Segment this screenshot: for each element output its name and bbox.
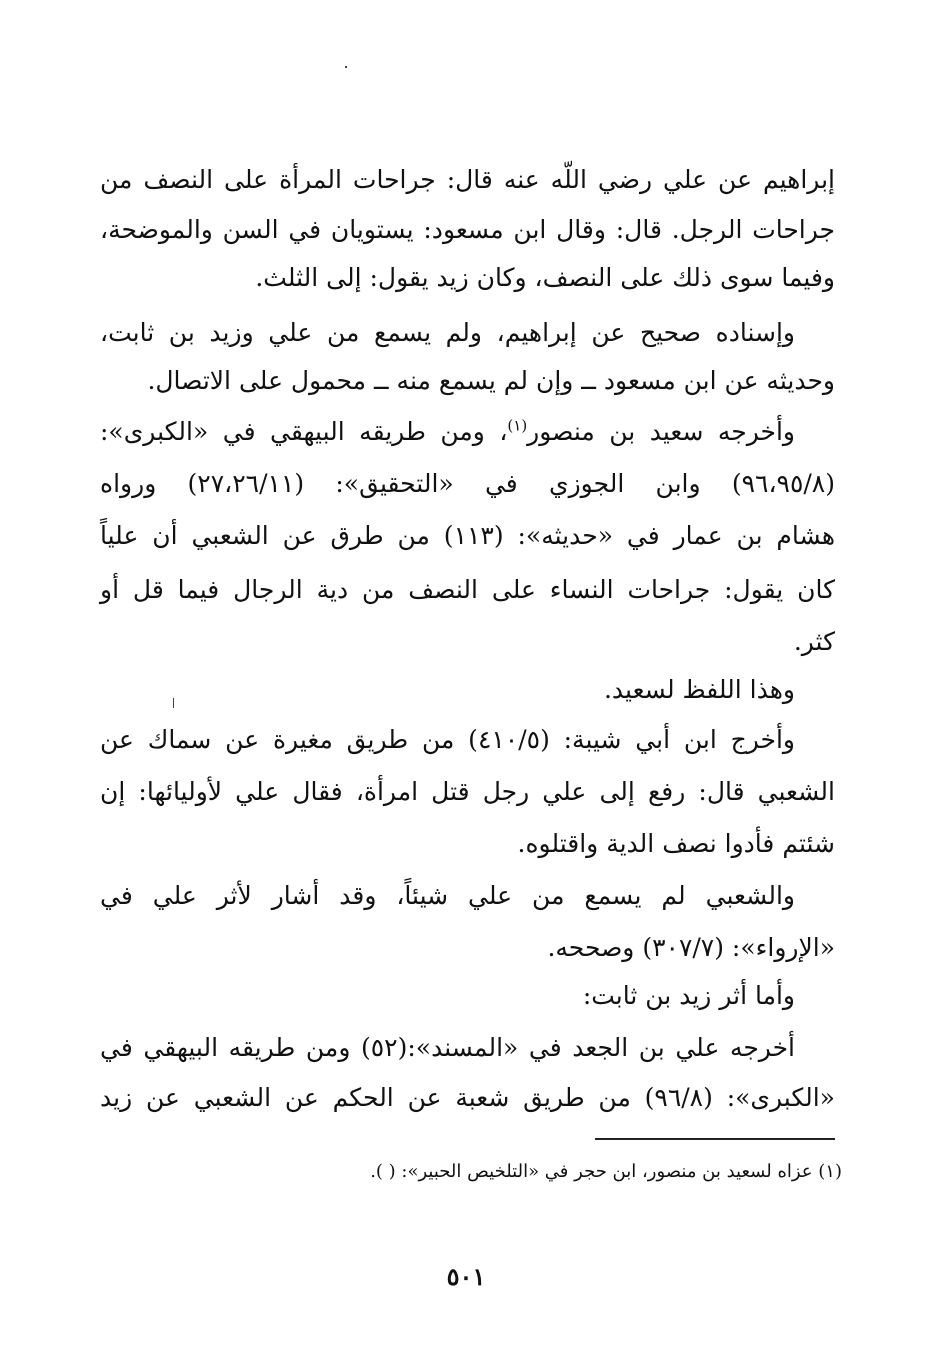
scan-speck [173, 698, 174, 708]
text-line: أخرجه علي بن الجعد في «المسند»:(٥٢) ومن طريقه البيهقي في [100, 1033, 795, 1062]
text-line: جراحات الرجل. قال: وقال ابن مسعود: يستويان في السن والموضحة، [100, 215, 835, 244]
text-line: والشعبي لم يسمع من علي شيئاً، وقد أشار لأثر علي في [100, 881, 795, 910]
text-segment: ، ومن طريقه البيهقي في «الكبرى»: [100, 417, 508, 446]
text-line: هشام بن عمار في «حديثه»: (١١٣) من طرق عن الشعبي أن علياً [100, 521, 836, 550]
footnote-reference: (١) [507, 416, 528, 435]
text-line: وهذا اللفظ لسعيد. [603, 675, 795, 704]
text-line: شئتم فأدوا نصف الدية واقتلوه. [517, 829, 835, 858]
footnote-separator [595, 1138, 835, 1140]
text-line: كثر. [793, 627, 835, 656]
text-line: وإسناده صحيح عن إبراهيم، ولم يسمع من علي وزيد بن ثابت، [100, 318, 795, 347]
text-line: وأما أثر زيد بن ثابت: [582, 981, 795, 1010]
text-line: وفيما سوى ذلك على النصف، وكان زيد يقول: إلى الثلث. [255, 263, 835, 292]
text-line: وحديثه عن ابن مسعود ــ وإن لم يسمع منه ــ محمول على الاتصال. [147, 366, 835, 395]
footnote: (١) عزاه لسعيد بن منصور، ابن حجر في «التلخيص الحبير»: ( ). [370, 1161, 842, 1182]
text-line: «الإرواء»: (٣٠٧/٧) وصححه. [547, 933, 835, 962]
page-number: ٥٠١ [446, 1262, 486, 1291]
text-segment: وأخرجه سعيد بن منصور [527, 417, 795, 446]
text-line: (٩٦،٩٥/٨) وابن الجوزي في «التحقيق»: (٢٧،٢٦/١١) ورواه [100, 469, 835, 498]
scan-speck [345, 66, 347, 68]
text-line-with-footnote-ref [100, 412, 835, 452]
text-line: وأخرج ابن أبي شيبة: (٤١٠/٥) من طريق مغيرة عن سماك عن [100, 725, 796, 754]
text-line: إبراهيم عن علي رضي اللّه عنه قال: جراحات المرأة على النصف من [100, 165, 835, 194]
text-line: الشعبي قال: رفع إلى علي رجل قتل امرأة، فقال علي لأوليائها: إن [100, 777, 835, 806]
text-line: «الكبرى»: (٩٦/٨) من طريق شعبة عن الحكم عن الشعبي عن زيد [100, 1083, 835, 1112]
text-line: كان يقول: جراحات النساء على النصف من دية الرجال فيما قل أو [100, 575, 835, 604]
